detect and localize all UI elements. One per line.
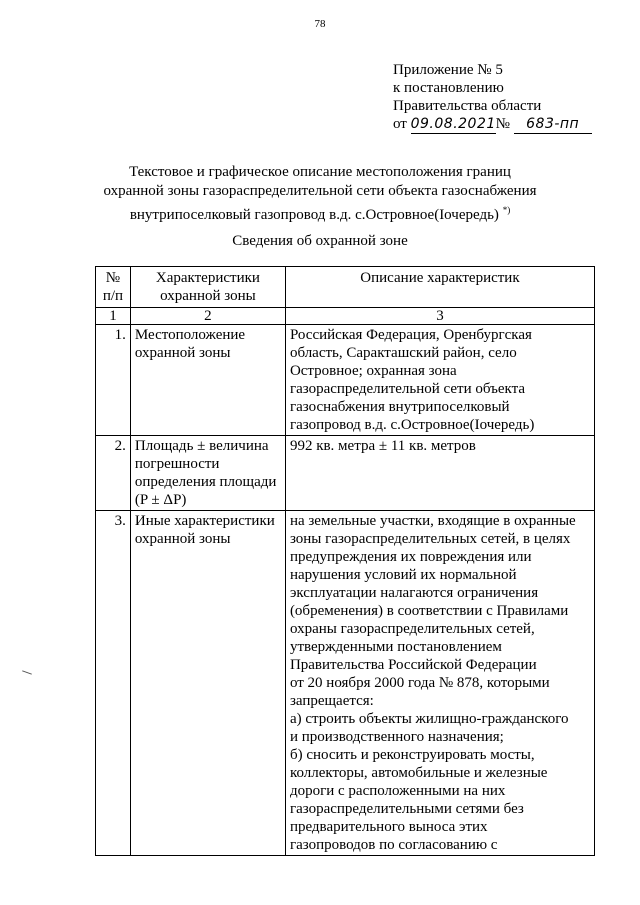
number-label: № <box>495 116 510 132</box>
title-line-1: Текстовое и графическое описание местоположения границ <box>129 164 511 180</box>
index-cell: 3 <box>285 308 594 325</box>
description-line: 992 кв. метра ± 11 кв. метров <box>289 438 476 454</box>
section-subtitle: Сведения об охранной зоне <box>232 233 408 249</box>
description-line: эксплуатации налагаются ограничения <box>289 585 539 601</box>
index-cell: 1 <box>96 308 131 325</box>
title-line-2: охранной зоны газораспределительной сети объекта газоснабжения <box>103 183 537 199</box>
description-line: зоны газораспределительных сетей, в целях <box>289 531 571 547</box>
description-line: предварительного выноса этих <box>289 819 488 835</box>
appendix-date-number-line <box>393 115 592 134</box>
row-number: 3. <box>96 511 131 856</box>
row-description <box>285 436 594 511</box>
row-characteristic: Местоположение охранной зоны <box>130 325 285 436</box>
handwritten-date: 09.08.2021 <box>410 116 496 132</box>
from-label: от <box>393 116 407 132</box>
margin-mark <box>22 670 32 674</box>
title-line-3 <box>60 201 580 225</box>
header-characteristic: Характеристики охранной зоны <box>130 267 285 308</box>
appendix-header <box>393 61 592 134</box>
description-line: газоснабжения внутрипоселковый <box>289 399 510 415</box>
appendix-line-1: Приложение № 5 <box>393 62 503 78</box>
header-num: № п/п <box>96 267 131 308</box>
description-line: предупреждения их повреждения или <box>289 549 532 565</box>
appendix-line-2: к постановлению <box>393 80 504 96</box>
description-line: нарушения условий их нормальной <box>289 567 517 583</box>
row-number: 1. <box>96 325 131 436</box>
description-line: Островное; охранная зона <box>289 363 457 379</box>
table-header-row <box>96 267 595 308</box>
description-line: б) сносить и реконструировать мосты, <box>289 747 535 763</box>
description-line: утвержденными постановлением <box>289 639 502 655</box>
zone-info-table <box>95 266 595 856</box>
description-line: на земельные участки, входящие в охранные <box>289 513 576 529</box>
row-characteristic: Иные характеристики охранной зоны <box>130 511 285 856</box>
row-description <box>285 325 594 436</box>
description-line: от 20 ноября 2000 года № 878, которыми <box>289 675 550 691</box>
description-line: газопровод в.д. с.Островное(Iочередь) <box>289 417 535 433</box>
handwritten-number: 683-пп <box>514 115 592 134</box>
document-title <box>60 163 580 225</box>
description-line: газопроводов по согласованию с <box>289 837 498 853</box>
row-description <box>285 511 594 856</box>
description-line: а) строить объекты жилищно-гражданского <box>289 711 569 727</box>
description-line: и производственного назначения; <box>289 729 504 745</box>
table-index-row <box>96 308 595 325</box>
description-line: область, Саракташский район, село <box>289 345 517 361</box>
row-number: 2. <box>96 436 131 511</box>
description-line: Российская Федерация, Оренбургская <box>289 327 532 343</box>
footnote-mark: *) <box>502 205 511 215</box>
description-line: (обременения) в соответствии с Правилами <box>289 603 569 619</box>
description-line: коллекторы, автомобильные и железные <box>289 765 548 781</box>
index-cell: 2 <box>130 308 285 325</box>
page-number: 78 <box>314 18 326 30</box>
description-line: газораспределительной сети объекта <box>289 381 526 397</box>
row-characteristic: Площадь ± величина погрешности определения площади (P ± ΔP) <box>130 436 285 511</box>
table-row <box>96 436 595 511</box>
description-line: Правительства Российской Федерации <box>289 657 537 673</box>
description-line: газораспределительными сетями без <box>289 801 524 817</box>
description-line: охраны газораспределительных сетей, <box>289 621 535 637</box>
description-line: дороги с расположенными на них <box>289 783 506 799</box>
header-description: Описание характеристик <box>285 267 594 308</box>
appendix-line-3: Правительства области <box>393 98 542 114</box>
description-line: запрещается: <box>289 693 374 709</box>
title-line-3-text: внутрипоселковый газопровод в.д. с.Островное(Iочередь) <box>129 207 499 223</box>
table-row <box>96 325 595 436</box>
table-row <box>96 511 595 856</box>
